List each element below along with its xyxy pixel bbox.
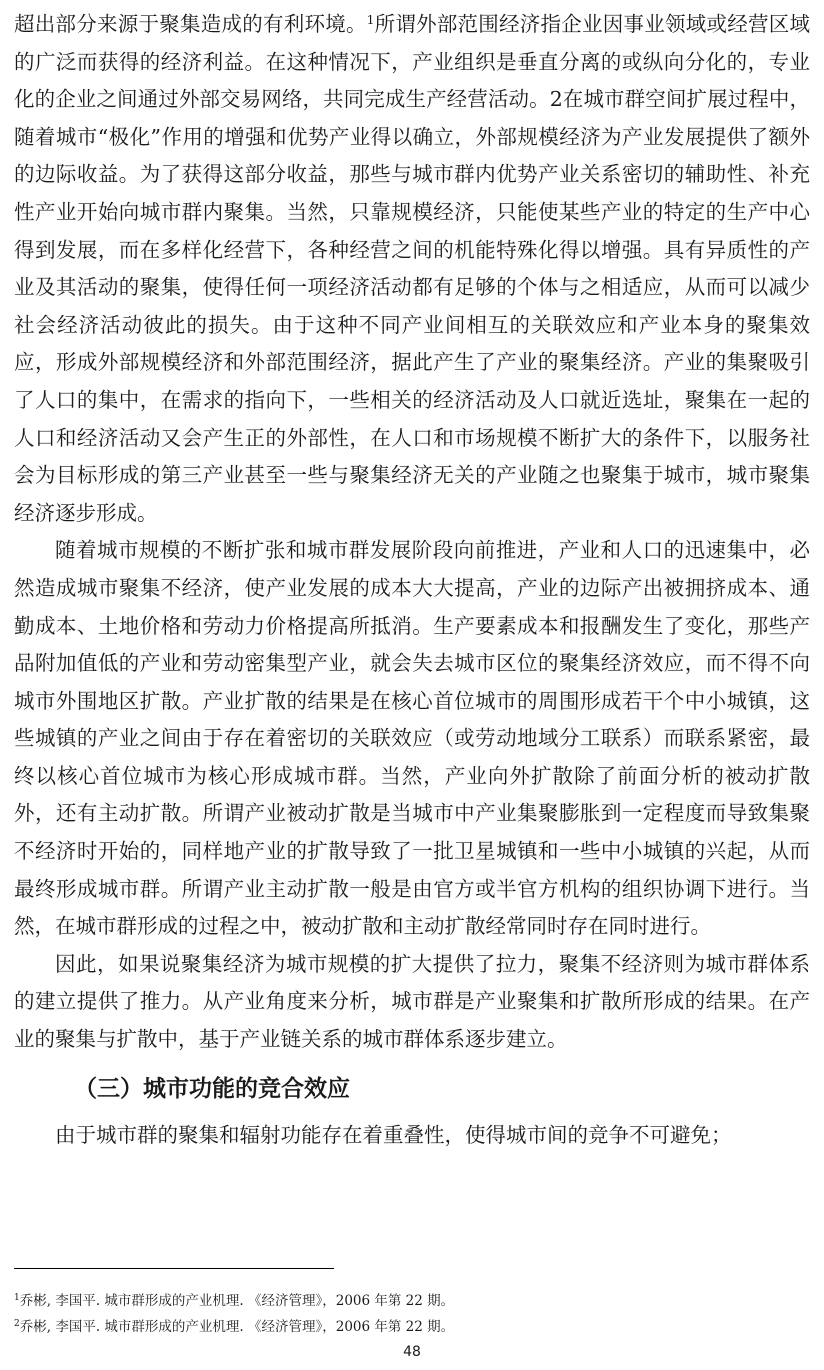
paragraph-4: 由于城市群的聚集和辐射功能存在着重叠性，使得城市间的竞争不可避免； — [55, 1122, 732, 1147]
footnote-1 — [14, 1288, 810, 1314]
section-heading: （三）城市功能的竞合效应 — [74, 1075, 350, 1102]
page-body — [14, 6, 810, 1154]
footnote-2 — [14, 1314, 810, 1340]
paragraph-1-part-a: 超出部分来源于聚集造成的有利环境。 — [14, 12, 367, 36]
paragraph-1 — [14, 6, 810, 532]
footnote-2-text: 乔彬, 李国平. 城市群形成的产业机理. 《经济管理》，2006 年第 22 期。 — [19, 1319, 455, 1335]
footnote-divider — [14, 1268, 334, 1269]
paragraph-1-part-c: 在城市群空间扩展过程中，随着城市“极化”作用的增强和优势产业得以确立，外部规模经济为产业发展提供了额外的边际收益。为了获得这部分收益，那些与城市群内优势产业关系密切的辅助性、补充性产业开始向城市群内聚集。当然，只靠规模经济，只能使某些产业的特定的生产中心得到发展，而在多样化经营下，各种经营之间的机能特殊化得以增强。具有异质性的产业及其活动的聚集，使得任何一项经济活动都有足够的个体与之相适应，从而可以减少社会经济活动彼此的损失。由于这种不同产业间相互的关联效应和产业本身的聚集效应，形成外部规模经济和外部范围经济，据此产生了产业的聚集经济。产业的集聚吸引了人口的集中，在需求的指向下，一些相关的经济活动及人口就近选址，聚集在一起的人口和经济活动又会产生正的外部性，在人口和市场规模不断扩大的条件下，以服务社会为目标形成的第三产业甚至一些与聚集经济无关的产业随之也聚集于城市，城市聚集经济逐步形成。 — [14, 87, 810, 525]
footnote-ref-1[interactable]: 1 — [366, 13, 375, 27]
paragraph-1-part-b: 所谓外部范围经济指企业因事业领域或经营区域的广泛而获得的经济利益。在这种情况下，产业组织是垂直分离的或纵向分化的，专业化的企业之间通过外部交易网络，共同完成生产经营活动。 — [14, 12, 810, 112]
footnote-ref-2[interactable]: 2 — [549, 87, 563, 112]
footnote-2-mark: 2 — [14, 1319, 20, 1329]
footnote-1-mark: 1 — [14, 1293, 20, 1303]
footnotes — [14, 1288, 810, 1340]
paragraph-3: 因此，如果说聚集经济为城市规模的扩大提供了拉力，聚集不经济则为城市群体系的建立提供了推力。从产业角度来分析，城市群是产业聚集和扩散所形成的结果。在产业的聚集与扩散中，基于产业链关系的城市群体系逐步建立。 — [14, 951, 810, 1052]
footnote-1-text: 乔彬, 李国平. 城市群形成的产业机理. 《经济管理》，2006 年第 22 期。 — [19, 1293, 455, 1309]
paragraph-2: 随着城市规模的不断扩张和城市群发展阶段向前推进，产业和人口的迅速集中，必然造成城市聚集不经济，使产业发展的成本大大提高，产业的边际产出被拥挤成本、通勤成本、土地价格和劳动力价格提高所抵消。生产要素成本和报酬发生了变化，那些产品附加值低的产业和劳动密集型产业，就会失去城市区位的聚集经济效应，而不得不向城市外围地区扩散。产业扩散的结果是在核心首位城市的周围形成若干个中小城镇，这些城镇的产业之间由于存在着密切的关联效应（或劳动地域分工联系）而联系紧密，最终以核心首位城市为核心形成城市群。当然，产业向外扩散除了前面分析的被动扩散外，还有主动扩散。所谓产业被动扩散是当城市中产业集聚膨胀到一定程度而导致集聚不经济时开始的，同样地产业的扩散导致了一批卫星城镇和一些中小城镇的兴起，从而最终形成城市群。所谓产业主动扩散一般是由官方或半官方机构的组织协调下进行。当然，在城市群形成的过程之中，被动扩散和主动扩散经常同时存在同时进行。 — [14, 538, 810, 939]
page-number: 48 — [403, 1344, 421, 1360]
